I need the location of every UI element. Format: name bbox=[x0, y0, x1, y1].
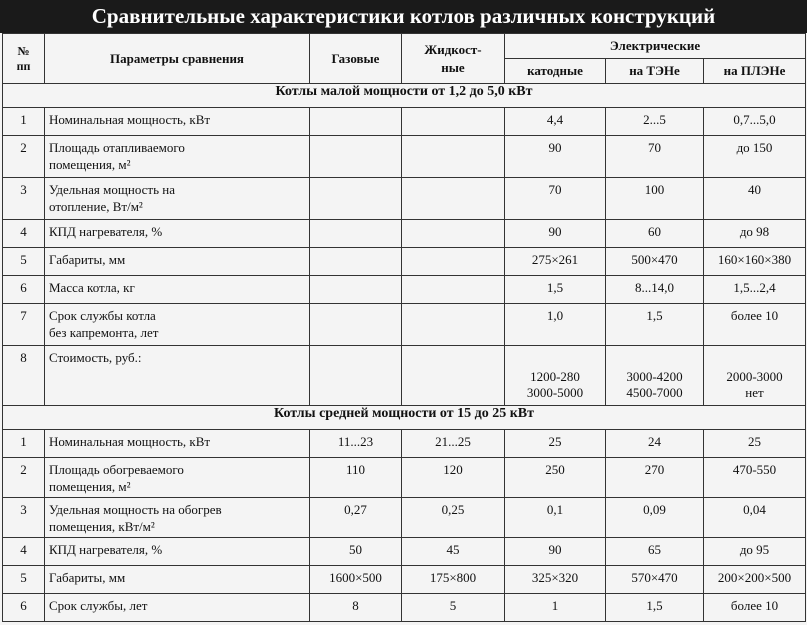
row-number: 4 bbox=[3, 538, 45, 566]
cell-liquid: 5 bbox=[402, 594, 505, 622]
cell-plen: до 98 bbox=[704, 220, 806, 248]
table-row bbox=[3, 566, 806, 594]
cell-cathode: 1,5 bbox=[505, 276, 606, 304]
row-number: 3 bbox=[3, 178, 45, 220]
table-row bbox=[3, 220, 806, 248]
table-row bbox=[3, 538, 806, 566]
row-number: 7 bbox=[3, 304, 45, 346]
row-number: 5 bbox=[3, 248, 45, 276]
cell-plen: 2000-3000 нет bbox=[704, 346, 806, 406]
cell-cathode: 275×261 bbox=[505, 248, 606, 276]
cell-plen: 25 bbox=[704, 430, 806, 458]
cell-liquid bbox=[402, 220, 505, 248]
header-cathode: катодные bbox=[505, 59, 606, 84]
cell-plen: 470-550 bbox=[704, 458, 806, 498]
row-number: 5 bbox=[3, 566, 45, 594]
cell-ten: 570×470 bbox=[606, 566, 704, 594]
cell-gas bbox=[310, 220, 402, 248]
row-number: 8 bbox=[3, 346, 45, 406]
header-ten: на ТЭНе bbox=[606, 59, 704, 84]
cell-cathode: 1200-280 3000-5000 bbox=[505, 346, 606, 406]
cell-gas: 0,27 bbox=[310, 498, 402, 538]
cell-liquid bbox=[402, 248, 505, 276]
section1-header-row bbox=[3, 84, 806, 108]
header-liquid: Жидкост- ные bbox=[402, 34, 505, 84]
row-parameter: Номинальная мощность, кВт bbox=[45, 108, 310, 136]
cell-liquid bbox=[402, 108, 505, 136]
row-parameter: Срок службы, лет bbox=[45, 594, 310, 622]
cell-gas bbox=[310, 346, 402, 406]
cell-gas bbox=[310, 136, 402, 178]
row-parameter: Удельная мощность на отопление, Вт/м² bbox=[45, 178, 310, 220]
cell-plen: до 95 bbox=[704, 538, 806, 566]
cell-liquid bbox=[402, 136, 505, 178]
comparison-table bbox=[2, 33, 806, 622]
cell-cathode: 4,4 bbox=[505, 108, 606, 136]
table-row bbox=[3, 276, 806, 304]
cell-gas bbox=[310, 108, 402, 136]
section-title: Котлы средней мощности от 15 до 25 кВт bbox=[3, 406, 806, 430]
row-parameter: КПД нагревателя, % bbox=[45, 220, 310, 248]
cell-cathode: 90 bbox=[505, 538, 606, 566]
cell-cathode: 90 bbox=[505, 136, 606, 178]
header-num: № пп bbox=[3, 34, 45, 84]
row-number: 2 bbox=[3, 136, 45, 178]
row-number: 1 bbox=[3, 108, 45, 136]
section-title: Котлы малой мощности от 1,2 до 5,0 кВт bbox=[3, 84, 806, 108]
cell-gas: 8 bbox=[310, 594, 402, 622]
section2-header-row bbox=[3, 406, 806, 430]
cell-liquid: 45 bbox=[402, 538, 505, 566]
table-row bbox=[3, 248, 806, 276]
cell-ten: 65 bbox=[606, 538, 704, 566]
row-number: 6 bbox=[3, 594, 45, 622]
cell-liquid: 175×800 bbox=[402, 566, 505, 594]
row-parameter: Площадь отапливаемого помещения, м² bbox=[45, 136, 310, 178]
cell-liquid bbox=[402, 304, 505, 346]
cell-gas: 11...23 bbox=[310, 430, 402, 458]
cell-ten: 60 bbox=[606, 220, 704, 248]
cell-gas bbox=[310, 304, 402, 346]
cell-plen: 1,5...2,4 bbox=[704, 276, 806, 304]
cell-plen: до 150 bbox=[704, 136, 806, 178]
table-title: Сравнительные характеристики котлов различных конструкций bbox=[0, 0, 807, 33]
cell-liquid: 0,25 bbox=[402, 498, 505, 538]
row-parameter: Номинальная мощность, кВт bbox=[45, 430, 310, 458]
cell-liquid bbox=[402, 276, 505, 304]
cell-plen: 200×200×500 bbox=[704, 566, 806, 594]
cell-ten: 8...14,0 bbox=[606, 276, 704, 304]
cell-plen: 40 bbox=[704, 178, 806, 220]
table-row bbox=[3, 498, 806, 538]
header-gas: Газовые bbox=[310, 34, 402, 84]
cell-cathode: 0,1 bbox=[505, 498, 606, 538]
row-number: 3 bbox=[3, 498, 45, 538]
row-parameter: КПД нагревателя, % bbox=[45, 538, 310, 566]
cell-liquid: 21...25 bbox=[402, 430, 505, 458]
cell-plen: более 10 bbox=[704, 594, 806, 622]
cell-plen: более 10 bbox=[704, 304, 806, 346]
row-parameter: Габариты, мм bbox=[45, 566, 310, 594]
table-row bbox=[3, 430, 806, 458]
cell-plen: 0,7...5,0 bbox=[704, 108, 806, 136]
cell-ten: 1,5 bbox=[606, 594, 704, 622]
row-parameter: Габариты, мм bbox=[45, 248, 310, 276]
cell-gas bbox=[310, 276, 402, 304]
cell-ten: 270 bbox=[606, 458, 704, 498]
row-parameter: Удельная мощность на обогрев помещения, кВт/м² bbox=[45, 498, 310, 538]
cell-liquid: 120 bbox=[402, 458, 505, 498]
table-row bbox=[3, 108, 806, 136]
row-number: 6 bbox=[3, 276, 45, 304]
table-row bbox=[3, 304, 806, 346]
table-row bbox=[3, 458, 806, 498]
cell-gas: 110 bbox=[310, 458, 402, 498]
cell-gas: 1600×500 bbox=[310, 566, 402, 594]
cell-cathode: 250 bbox=[505, 458, 606, 498]
table-row bbox=[3, 136, 806, 178]
header-param: Параметры сравнения bbox=[45, 34, 310, 84]
header-electric: Электрические bbox=[505, 34, 806, 59]
table-row bbox=[3, 346, 806, 406]
cell-ten: 70 bbox=[606, 136, 704, 178]
cell-plen: 160×160×380 bbox=[704, 248, 806, 276]
cell-ten: 24 bbox=[606, 430, 704, 458]
row-number: 4 bbox=[3, 220, 45, 248]
cell-liquid bbox=[402, 178, 505, 220]
header-plen: на ПЛЭНе bbox=[704, 59, 806, 84]
cell-plen: 0,04 bbox=[704, 498, 806, 538]
cell-ten: 100 bbox=[606, 178, 704, 220]
cell-gas: 50 bbox=[310, 538, 402, 566]
cell-cathode: 25 bbox=[505, 430, 606, 458]
cell-gas bbox=[310, 248, 402, 276]
table-row bbox=[3, 178, 806, 220]
cell-ten: 1,5 bbox=[606, 304, 704, 346]
row-number: 1 bbox=[3, 430, 45, 458]
row-parameter: Стоимость, руб.: bbox=[45, 346, 310, 406]
row-number: 2 bbox=[3, 458, 45, 498]
cell-ten: 3000-4200 4500-7000 bbox=[606, 346, 704, 406]
cell-gas bbox=[310, 178, 402, 220]
row-parameter: Площадь обогреваемого помещения, м² bbox=[45, 458, 310, 498]
row-parameter: Срок службы котла без капремонта, лет bbox=[45, 304, 310, 346]
cell-ten: 2...5 bbox=[606, 108, 704, 136]
cell-ten: 0,09 bbox=[606, 498, 704, 538]
table-row bbox=[3, 594, 806, 622]
cell-cathode: 325×320 bbox=[505, 566, 606, 594]
row-parameter: Масса котла, кг bbox=[45, 276, 310, 304]
cell-cathode: 90 bbox=[505, 220, 606, 248]
cell-cathode: 1 bbox=[505, 594, 606, 622]
cell-liquid bbox=[402, 346, 505, 406]
cell-cathode: 1,0 bbox=[505, 304, 606, 346]
cell-cathode: 70 bbox=[505, 178, 606, 220]
cell-ten: 500×470 bbox=[606, 248, 704, 276]
